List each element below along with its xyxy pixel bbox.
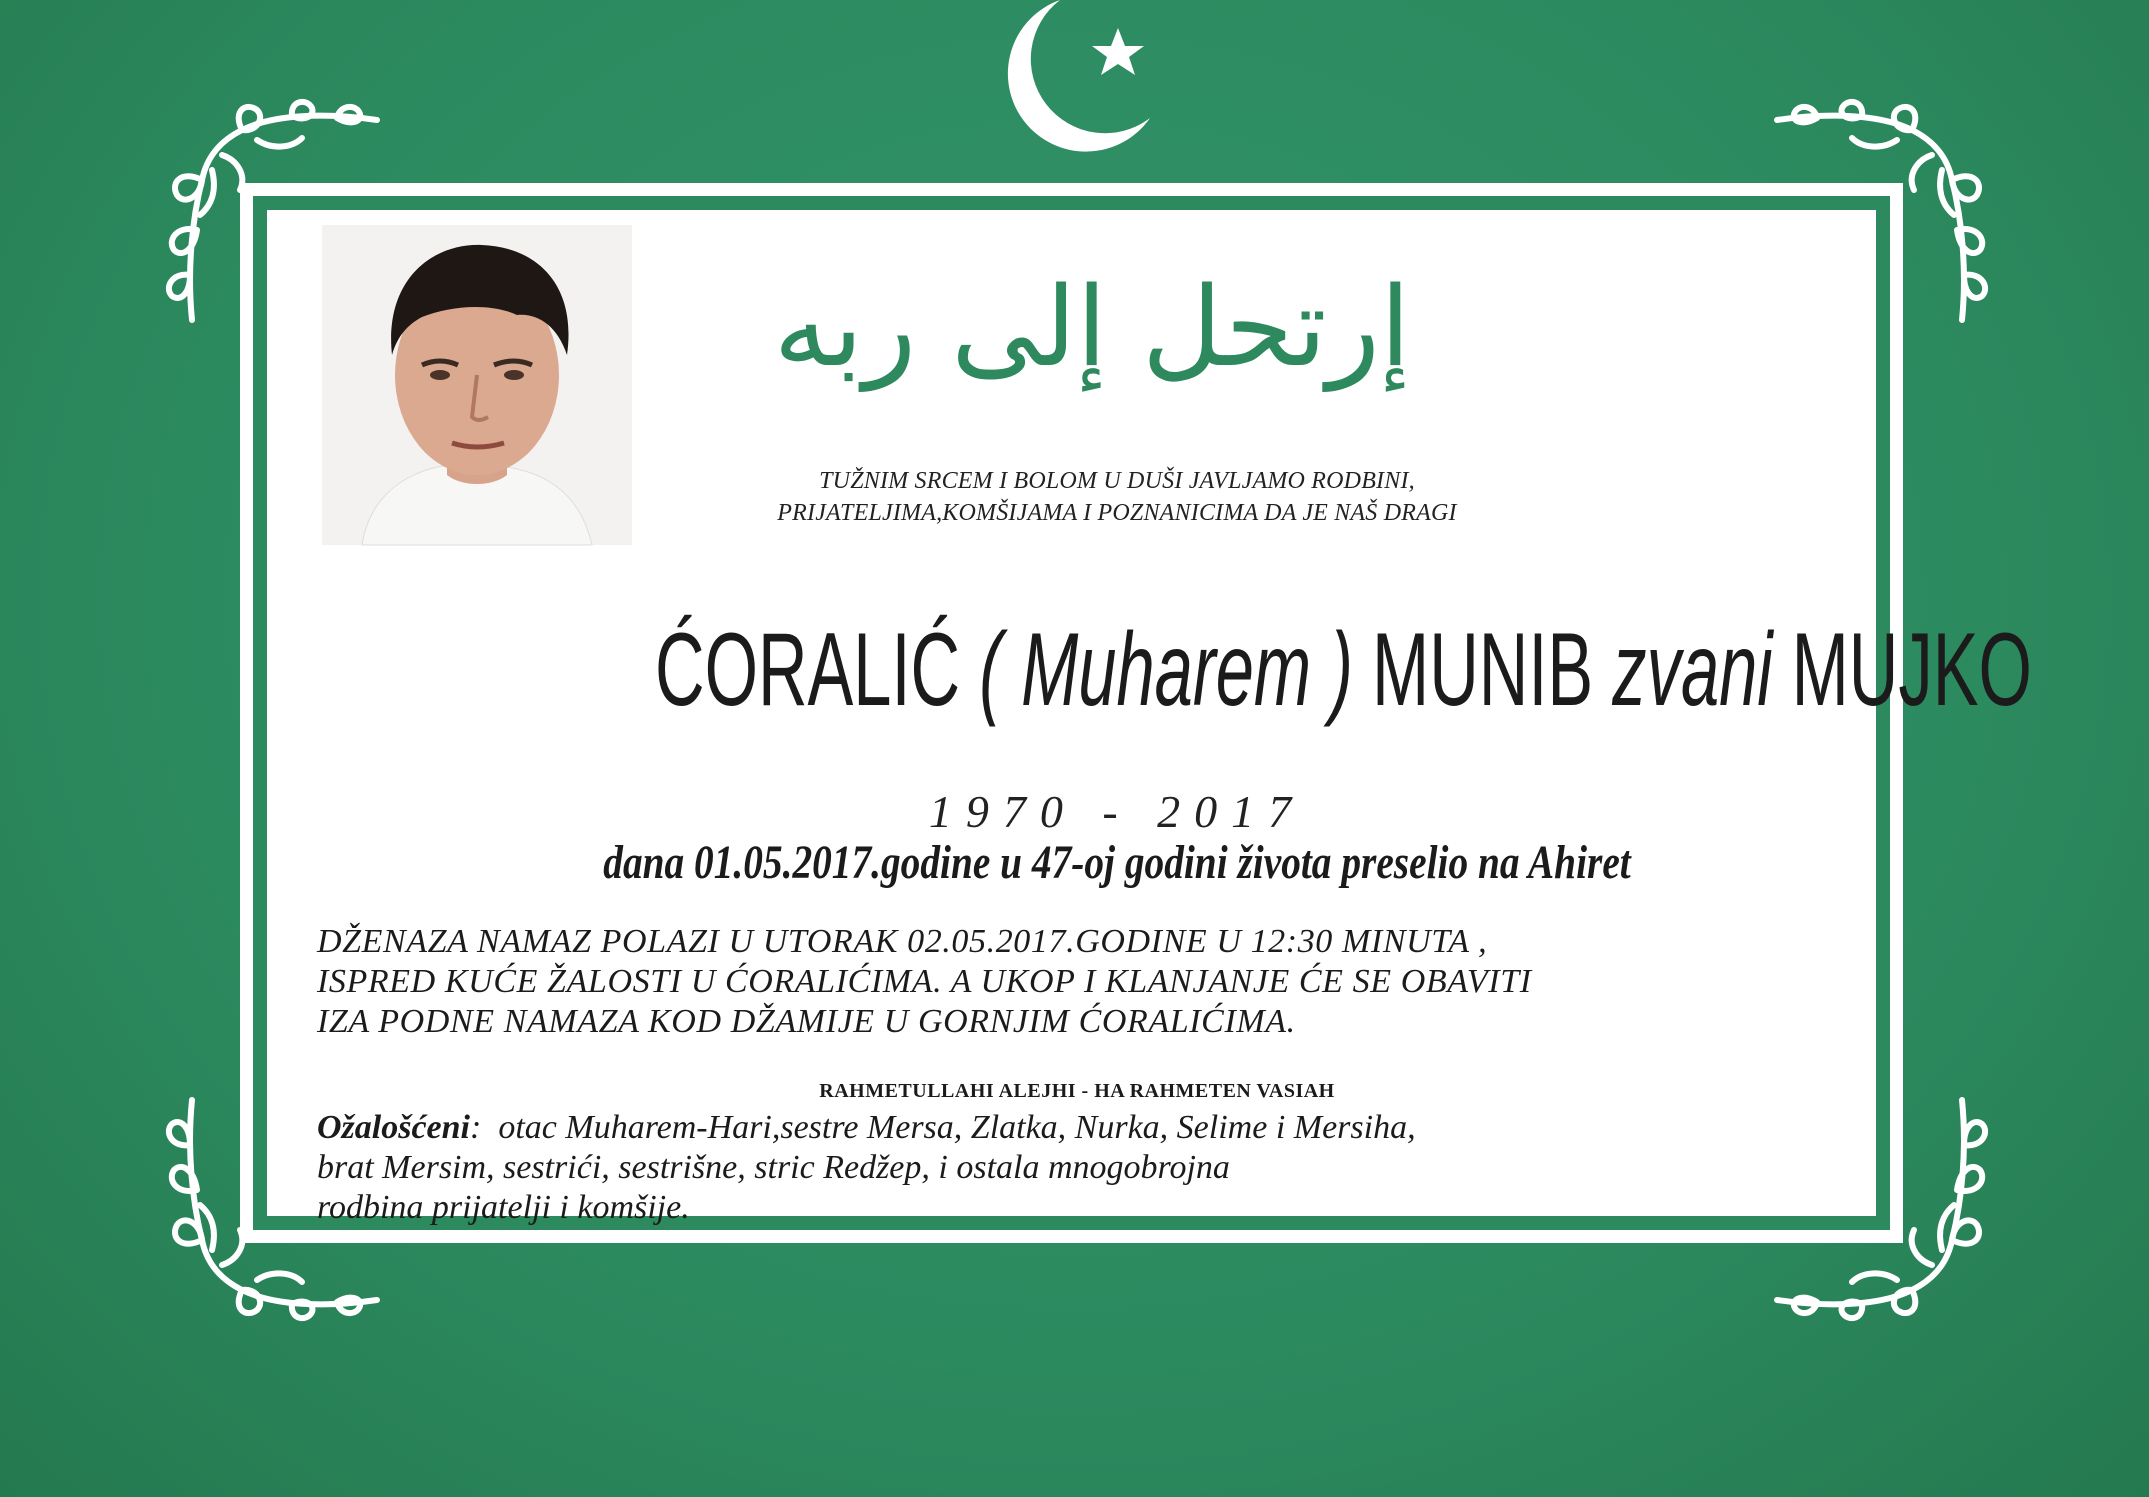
intro-line-1: TUŽNIM SRCEM I BOLOM U DUŠI JAVLJAMO RODBINI, (819, 468, 1415, 494)
arabic-calligraphy (773, 240, 1411, 420)
father-name: ( Muharem ) (979, 612, 1353, 728)
funeral-line-3: IZA PODNE NAMAZA KOD DŽAMIJE U GORNJIM ĆORALIĆIMA. (317, 1003, 1296, 1040)
deceased-name (655, 610, 2032, 730)
death-date-line: dana 01.05.2017.godine u 47-oj godini života preselio na Ahiret (603, 836, 1631, 889)
prayer-line: RAHMETULLAHI ALEJHI - HA RAHMETEN VASIAH (819, 1080, 1335, 1102)
mourners-label: Ožalošćeni (317, 1109, 470, 1146)
funeral-info (317, 922, 1917, 1042)
mourners-list (317, 1108, 1917, 1228)
calligraphy-text: إرتحل إلى ربه (773, 263, 1411, 391)
crescent-star-icon (990, 0, 1180, 160)
nickname-word: zvani (1612, 612, 1773, 728)
intro-text (517, 465, 1717, 529)
first-name: MUNIB (1372, 612, 1594, 728)
funeral-line-1: DŽENAZA NAMAZ POLAZI U UTORAK 02.05.2017.GODINE U 12:30 MINUTA , (317, 923, 1488, 960)
intro-line-2: PRIJATELJIMA,KOMŠIJAMA I POZNANICIMA DA JE NAŠ DRAGI (777, 500, 1457, 526)
mourners-line-3: rodbina prijatelji i komšije. (317, 1189, 690, 1226)
mourners-line-1: Ožalošćeni: otac Muharem-Hari,sestre Mersa, Zlatka, Nurka, Selime i Mersiha, (317, 1109, 1416, 1146)
notice-frame (253, 196, 2032, 1230)
mourners-line-2: brat Mersim, sestrići, sestrišne, stric Redžep, i ostala mnogobrojna (317, 1149, 1230, 1186)
nickname: MUJKO (1791, 612, 2032, 728)
mourners-text-1: otac Muharem-Hari,sestre Mersa, Zlatka, Nurka, Selime i Mersiha, (498, 1109, 1416, 1146)
notice-paper (240, 183, 2032, 1243)
life-years: 1970 - 2017 (928, 786, 1306, 837)
surname: ĆORALIĆ (655, 612, 961, 728)
funeral-line-2: ISPRED KUĆE ŽALOSTI U ĆORALIĆIMA. A UKOP I KLANJANJE ĆE SE OBAVITI (317, 963, 1532, 1000)
